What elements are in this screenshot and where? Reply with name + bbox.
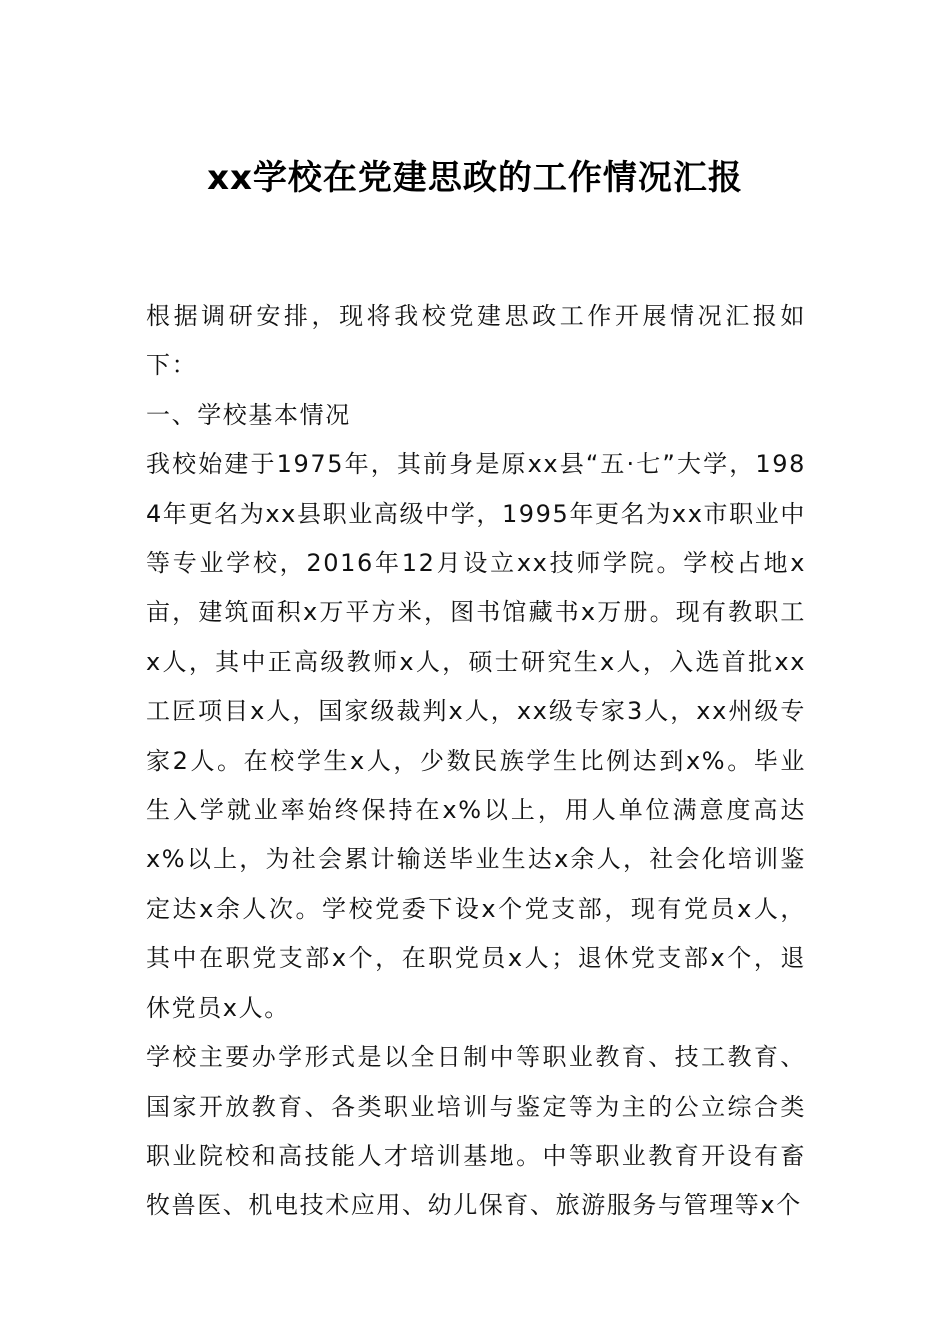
- document-title: xx学校在党建思政的工作情况汇报: [207, 158, 743, 198]
- paragraph-intro: 根据调研安排，现将我校党建思政工作开展情况汇报如下：: [146, 302, 806, 380]
- paragraph-school-form: 学校主要办学形式是以全日制中等职业教育、技工教育、国家开放教育、各类职业培训与鉴定等为主的公立综合类职业院校和高技能人才培训基地。中等职业教育开设有畜牧兽医、机电技术应用、幼儿保育、旅游服务与管理等x个: [146, 1043, 806, 1220]
- paragraph-basic-info: 我校始建于1975年，其前身是原xx县“五·七”大学，1984年更名为xx县职业高级中学，1995年更名为xx市职业中等专业学校，2016年12月设立xx技师学院。学校占地x亩，建筑面积x万平方米，图书馆藏书x万册。现有教职工x人，其中正高级教师x人，硕士研究生x人，入选首批xx工匠项目x人，国家级裁判x人，xx级专家3人，xx州级专家2人。在校学生x人，少数民族学生比例达到x%。毕业生入学就业率始终保持在x%以上，用人单位满意度高达x%以上，为社会累计输送毕业生达x余人，社会化培训鉴定达x余人次。学校党委下设x个党支部，现有党员x人，其中在职党支部x个，在职党员x人；退休党支部x个，退休党员x人。: [146, 450, 806, 1022]
- section-heading: 一、学校基本情况: [146, 400, 351, 429]
- document-body: [146, 292, 806, 1231]
